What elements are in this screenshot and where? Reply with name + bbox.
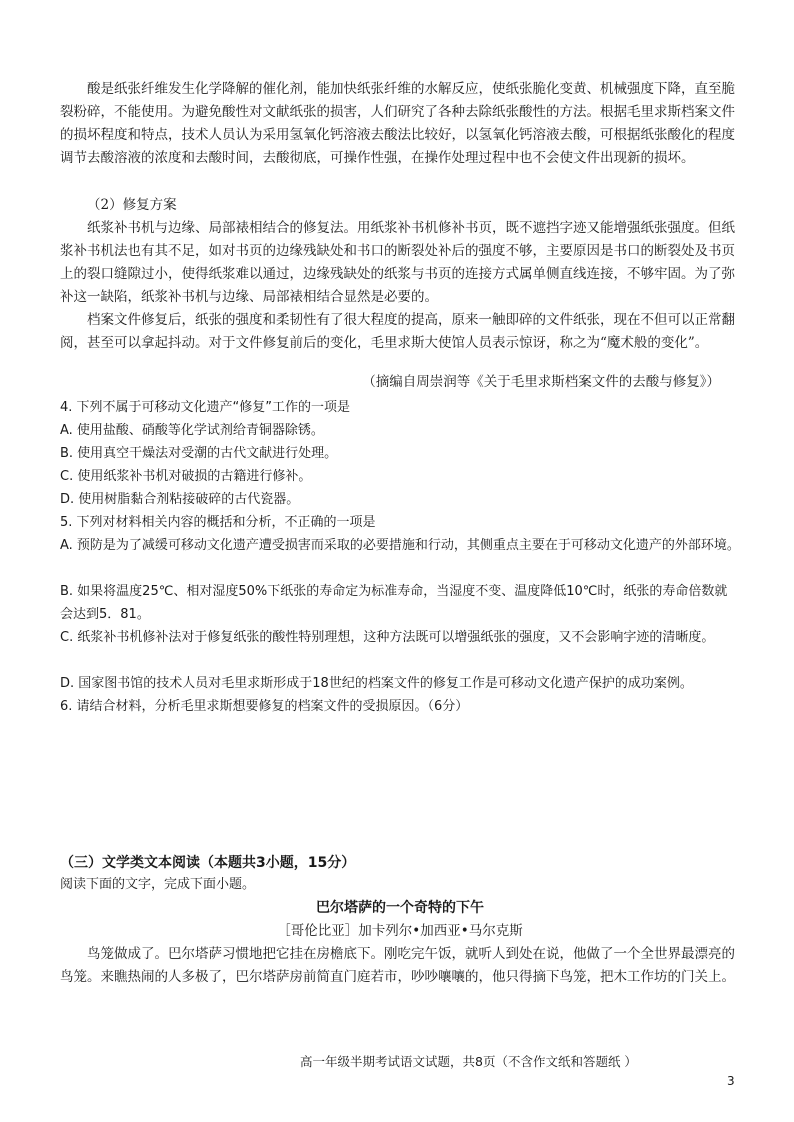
section-3-heading: （三）文学类文本阅读（本题共3小题，15分）	[60, 855, 356, 871]
question-4-option-c: C. 使用纸浆补书机对破损的古籍进行修补。	[60, 469, 312, 484]
question-4-option-a: A. 使用盐酸、硝酸等化学试剂给青铜器除锈。	[60, 423, 324, 438]
question-6: 6. 请结合材料，分析毛里求斯想要修复的档案文件的受损原因。（6分）	[60, 699, 469, 714]
question-4-option-b: B. 使用真空干燥法对受潮的古代文献进行处理。	[60, 446, 338, 461]
question-5-option-d: D. 国家图书馆的技术人员对毛里求斯形成于18世纪的档案文件的修复工作是可移动文化遗产保护的成功案例。	[60, 676, 693, 691]
passage-paragraph-1: 酸是纸张纤维发生化学降解的催化剂，能加快纸张纤维的水解反应，使纸张脆化变黄、机械强度下降，直至脆裂粉碎，不能使用。为避免酸性对文献纸张的损害，人们研究了各种去除纸张酸性的方法。根据毛里求斯档案文件的损坏程度和特点，技术人员认为采用氢氧化钙溶液去酸法比较好，以氢氧化钙溶液去酸，可根据纸张酸化的程度调节去酸溶液的浓度和去酸时间，去酸彻底，可操作性强，在操作处理过程中也不会使文件出现新的损坏。	[60, 81, 735, 166]
passage-paragraph-3: 档案文件修复后，纸张的强度和柔韧性有了很大程度的提高，原来一触即碎的文件纸张，现在不但可以正常翻阅，甚至可以拿起抖动。对于文件修复前后的变化，毛里求斯大使馆人员表示惊讶，称之为“魔术般的变化”。	[60, 312, 735, 351]
section-3-instruction: 阅读下面的文字，完成下面小题。	[60, 877, 256, 892]
page-number: 3	[727, 1074, 735, 1088]
story-title: 巴尔塔萨的一个奇特的下午	[316, 900, 484, 916]
question-4: 4. 下列不属于可移动文化遗产“修复”工作的一项是	[60, 400, 351, 415]
question-5-option-c: C. 纸浆补书机修补法对于修复纸张的酸性特别理想，这种方法既可以增强纸张的强度，又不会影响字迹的清晰度。	[60, 630, 715, 645]
passage-paragraph-2: 纸浆补书机与边缘、局部裱相结合的修复法。用纸浆补书机修补书页，既不遮挡字迹又能增强纸张强度。但纸浆补书机法也有其不足，如对书页的边缘残缺处和书口的断裂处补后的强度不够，主要原因是书口的断裂处及书页上的裂口缝隙过小，使得纸浆难以通过，边缘残缺处的纸浆与书页的连接方式属单侧直线连接，不够牢固。为了弥补这一缺陷，纸浆补书机与边缘、局部裱相结合显然是必要的。	[60, 220, 735, 305]
passage-subheading: （2）修复方案	[87, 197, 177, 213]
story-paragraph-1: 鸟笼做成了。巴尔塔萨习惯地把它挂在房檐底下。刚吃完午饭，就听人到处在说，他做了一个全世界最漂亮的鸟笼。来瞧热闹的人多极了，巴尔塔萨房前简直门庭若市，吵吵嚷嚷的，他只得摘下鸟笼，把木工作坊的门关上。	[60, 946, 735, 985]
passage-source: （摘编自周崇润等《关于毛里求斯档案文件的去酸与修复》）	[362, 374, 720, 390]
question-5-option-a: A. 预防是为了减缓可移动文化遗产遭受损害而采取的必要措施和行动，其侧重点主要在于可移动文化遗产的外部环境。	[60, 538, 740, 553]
page-footer: 高一年级半期考试语文试题，共8页（不含作文纸和答题纸 ）	[300, 1054, 637, 1069]
story-author: ［哥伦比亚］加卡列尔•加西亚•马尔克斯	[277, 923, 523, 939]
question-5: 5. 下列对材料相关内容的概括和分析，不正确的一项是	[60, 515, 376, 530]
question-5-option-b: B. 如果将温度25℃、相对湿度50%下纸张的寿命定为标准寿命，当湿度不变、温度降低10℃时，纸张的寿命倍数就会达到5．81。	[60, 584, 728, 622]
question-4-option-d: D. 使用树脂黏合剂粘接破碎的古代瓷器。	[60, 492, 300, 507]
